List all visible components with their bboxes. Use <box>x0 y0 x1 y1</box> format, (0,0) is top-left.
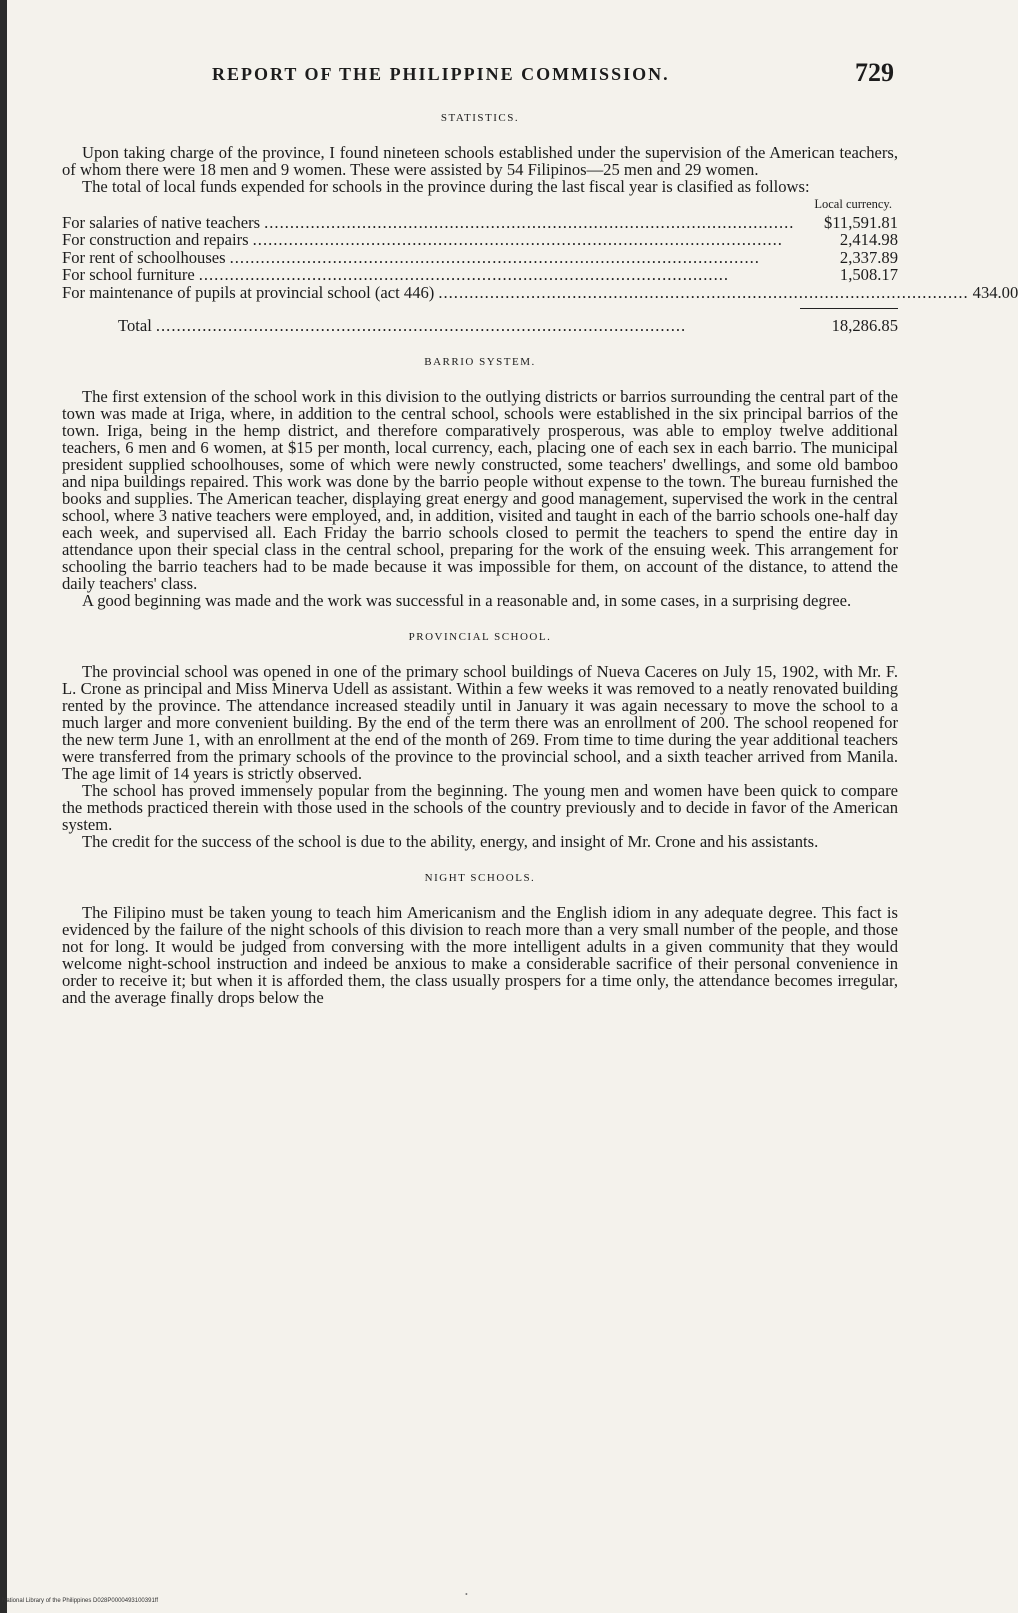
paragraph: The credit for the success of the school is due to the ability, energy, and insight of Mr. Crone and his assistants. <box>82 832 819 852</box>
paragraph: The total of local funds expended for schools in the province during the last fiscal year is clasified as follows: <box>82 177 810 196</box>
row-amount: 434.00 <box>972 282 1018 302</box>
page <box>62 58 1018 1008</box>
scan-mark: • <box>465 1590 468 1599</box>
total-amount: 18,286.85 <box>831 315 898 335</box>
row-label: For maintenance of pupils at provincial school (act 446) <box>62 282 435 302</box>
leader-dots: ....................................................................................................... <box>264 213 795 232</box>
table-row <box>62 231 898 248</box>
paragraph: The school has proved immensely popular from the beginning. The young men and women have been quick to compare the methods practiced therein with those used in the schools of the country previously and to decide in favor of the American system. <box>62 781 898 835</box>
table-row <box>62 214 898 231</box>
scan-edge <box>0 0 7 1613</box>
row-label: For salaries of native teachers <box>62 213 261 232</box>
row-label: For construction and repairs <box>62 230 249 250</box>
row-amount: 2,337.89 <box>839 247 898 267</box>
running-header <box>62 58 898 92</box>
row-amount: 1,508.17 <box>839 265 898 285</box>
table-row <box>62 282 1018 302</box>
section-heading-provincial: PROVINCIAL SCHOOL. <box>408 631 552 644</box>
paragraph: The Filipino must be taken young to teach him Americanism and the English idiom in any adequate degree. This fact is evidenced by the failure of the night schools of this division to reach more than a very small number of the people, and those not for long. It would be judged from conversing with the more intelligent adults in a given community that they would welcome night-school instruction and indeed be anxious to make a considerable sacrifice of their personal convenience in order to receive it; but when it is afforded them, the class usually prospers for a time only, the attendance becomes irregular, and the average finally drops below the <box>62 903 898 1008</box>
total-label: Total <box>118 315 152 335</box>
total-row <box>62 317 898 334</box>
row-label: For rent of schoolhouses <box>62 247 226 267</box>
leader-dots: ....................................................................................................... <box>252 230 783 250</box>
paragraph: The provincial school was opened in one of the primary school buildings of Nueva Caceres on July 15, 1902, with Mr. F. L. Crone as principal and Miss Minerva Udell as assistant. Within a few weeks it was removed to a neatly renovated building rented by the province. The attendance increased steadily until in January it was again necessary to move the school to a much larger and more convenient building. By the end of the term there was an enrollment of 200. The school reopened for the new term June 1, with an enrollment at the end of the month of 269. From time to time during the year additional teachers were transferred from the primary schools of the province to the provincial school, and a sixth teacher arrived from Manila. The age limit of 14 years is strictly observed. <box>62 662 898 784</box>
running-title: REPORT OF THE PHILIPPINE COMMISSION. <box>212 64 670 84</box>
page-number: 729 <box>855 58 894 87</box>
leader-dots: ....................................................................................................... <box>155 315 687 335</box>
paragraph: The first extension of the school work in this division to the outlying districts or barrios surrounding the central part of the town was made at Iriga, where, in addition to the central school, schools were established in the six principal barrios of the town. Iriga, being in the hemp district, and therefore comparatively prosperous, was able to employ twelve additional teachers, 6 men and 6 women, at $15 per month, local currency, each, placing one of each sex in each barrio. The municipal president supplied schoolhouses, some of which were newly constructed, some teachers' dwellings, and some old bamboo and nipa buildings repaired. This work was done by the barrio people without expense to the town. The bureau furnished the books and supplies. The American teacher, displaying great energy and good management, supervised the work in the central school, where 3 native teachers were employed, and, in addition, visited and taught in each of the barrio schools one-half day each week, and supervised all. Each Friday the barrio schools closed to permit the teachers to spend the entire day in attendance upon their special class in the central school, preparing for the work of the ensuing week. This arrangement for schooling the barrio teachers had to be made because it was impossible for them, on account of the distance, to attend the daily teachers' class. <box>62 387 898 594</box>
row-amount: $11,591.81 <box>823 213 898 232</box>
table-row <box>62 266 898 283</box>
table-row <box>62 249 898 266</box>
section-heading-statistics: STATISTICS. <box>440 112 520 124</box>
currency-header: Local currency. <box>814 197 892 211</box>
paragraph: A good beginning was made and the work was successful in a reasonable and, in some cases, in a surprising degree. <box>82 591 852 611</box>
scan-credit: National Library of the Philippines D028P0000493100391ff <box>2 1598 159 1604</box>
section-heading-barrio: BARRIO SYSTEM. <box>424 356 536 369</box>
section-heading-night: NIGHT SCHOOLS. <box>424 872 536 885</box>
leader-dots: ....................................................................................................... <box>438 282 969 302</box>
total-rule <box>800 308 898 309</box>
row-amount: 2,414.98 <box>839 230 898 250</box>
leader-dots: ....................................................................................................... <box>198 265 730 285</box>
row-label: For school furniture <box>62 265 195 285</box>
expenditure-table <box>62 197 1018 335</box>
paragraph: Upon taking charge of the province, I found nineteen schools established under the supervision of the American teachers, of whom there were 18 men and 9 women. These were assisted by 54 Filipinos—25 men and 29 women. <box>62 143 898 179</box>
leader-dots: ....................................................................................................... <box>229 247 760 267</box>
